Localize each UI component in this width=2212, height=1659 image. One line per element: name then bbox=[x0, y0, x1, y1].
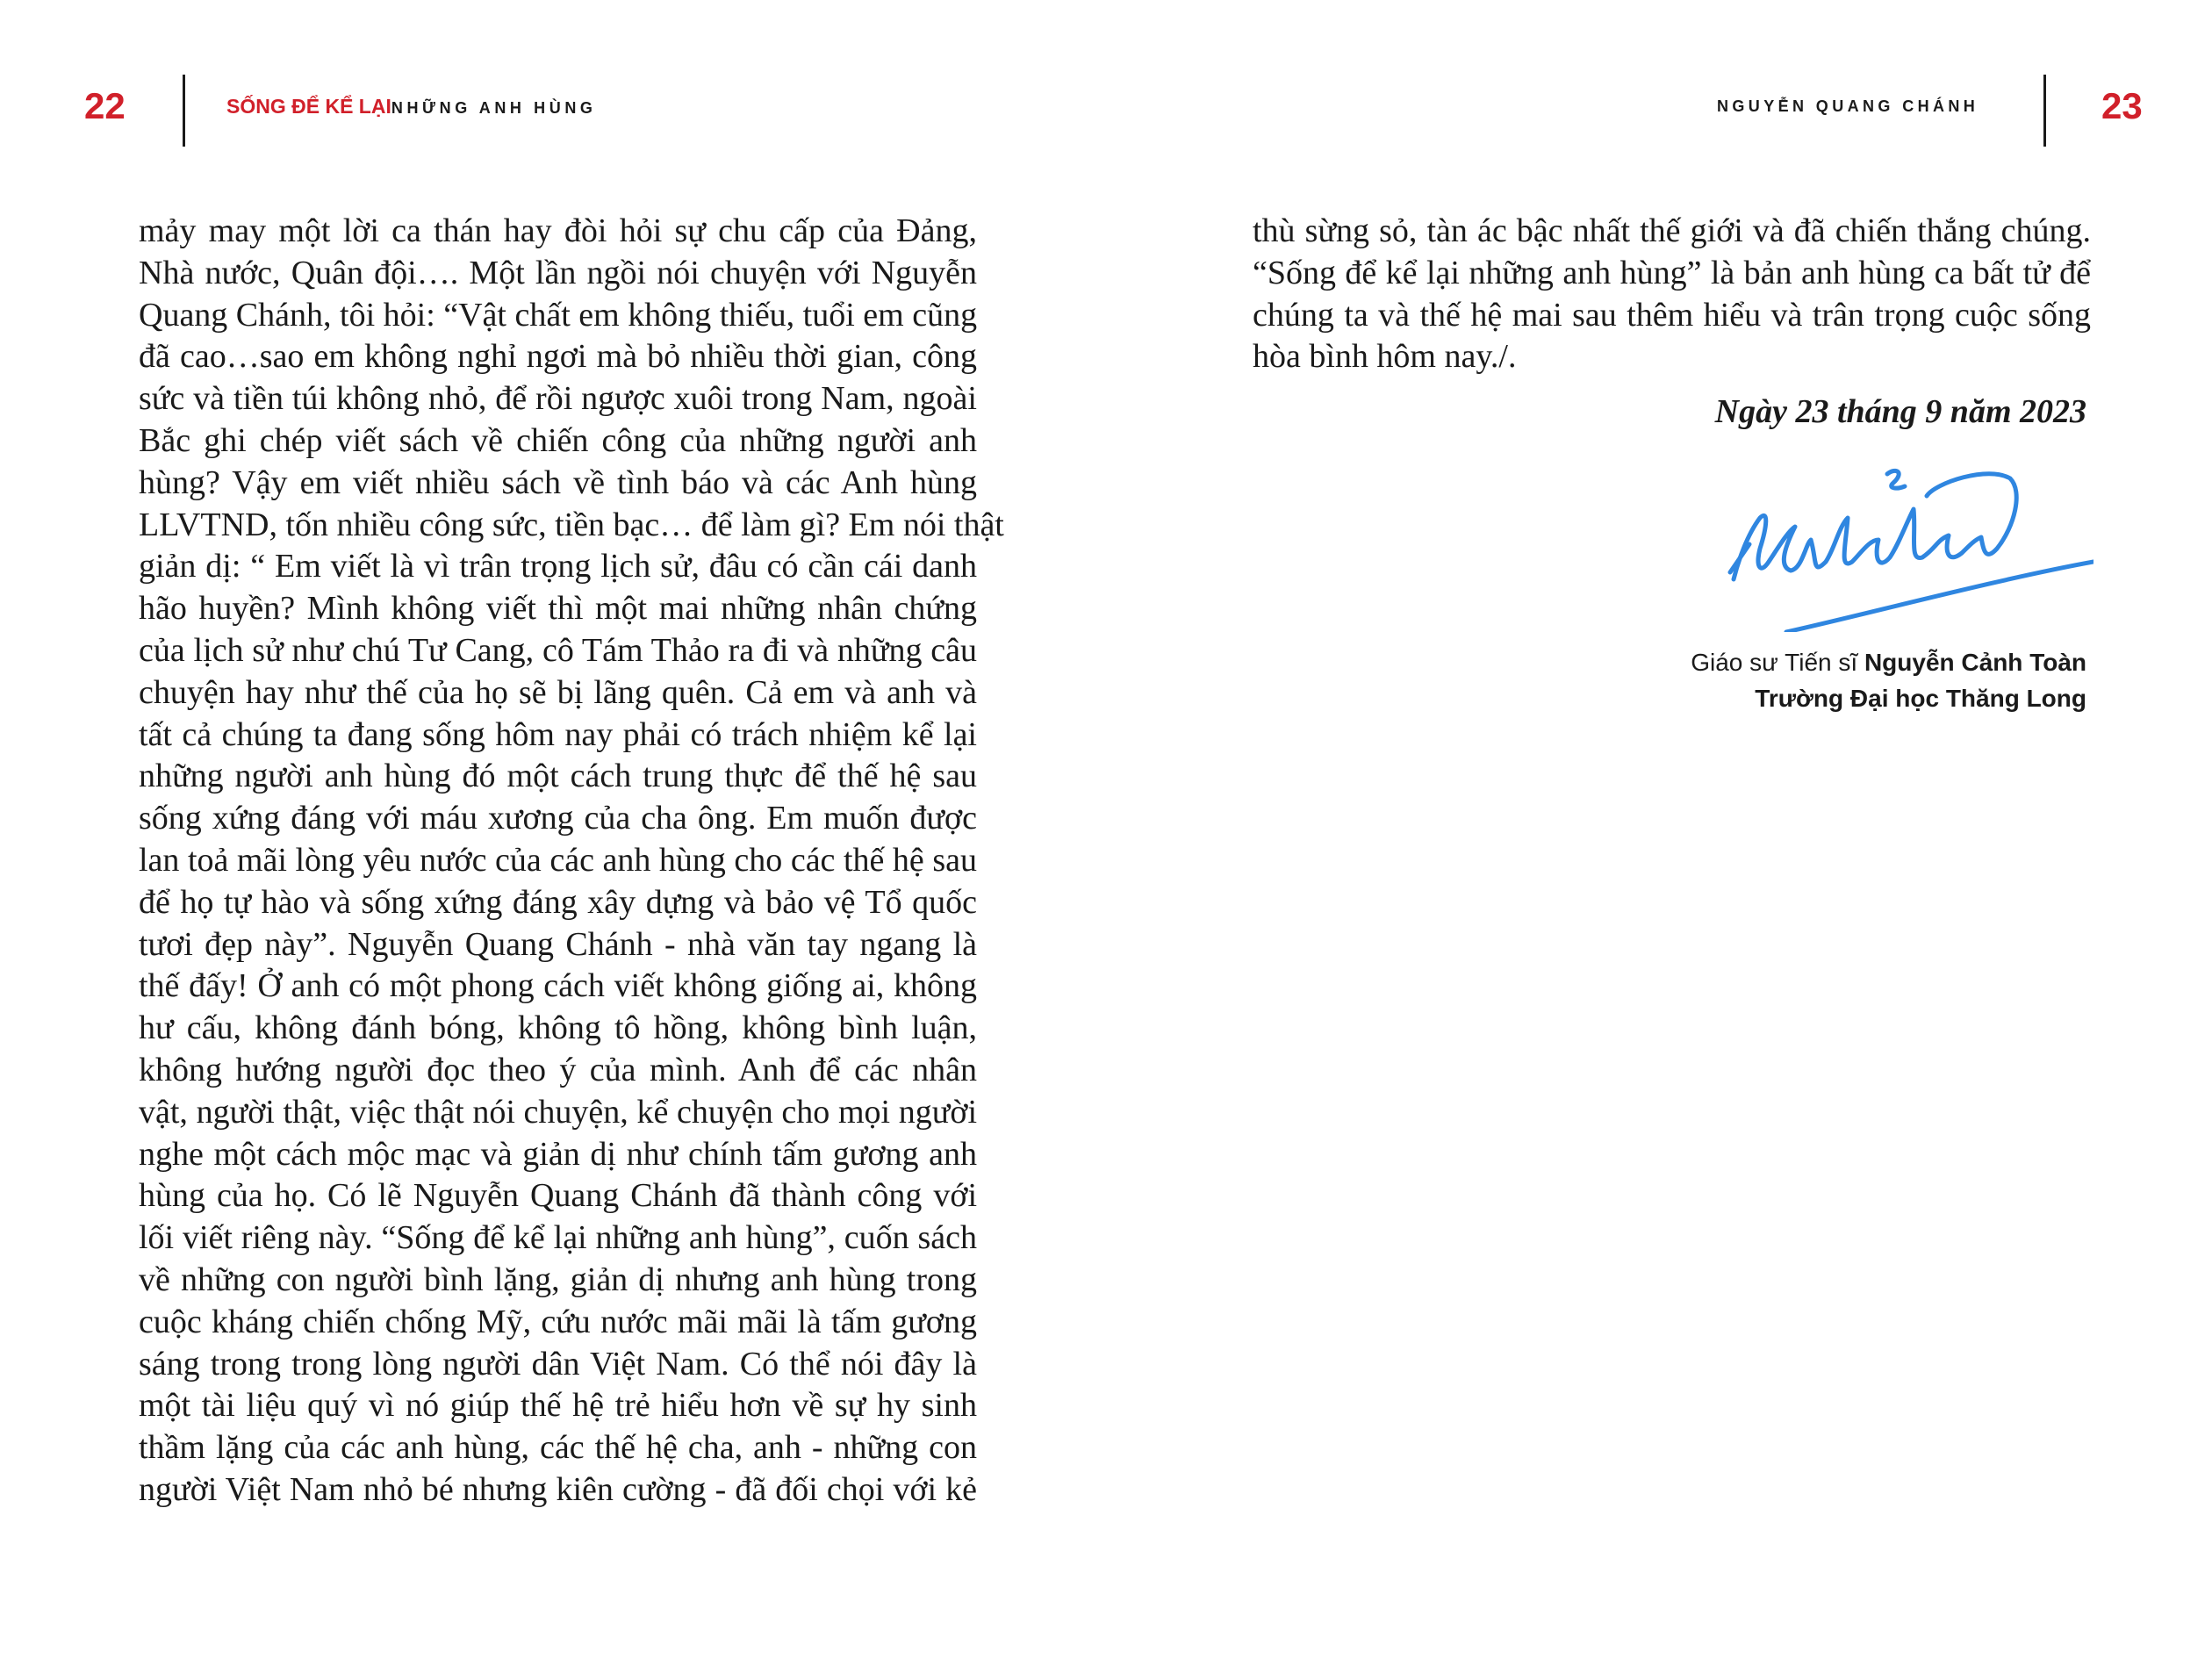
text-line: nghe một cách mộc mạc và giản dị như chính tấm gương anh bbox=[139, 1135, 977, 1173]
text-line: chuyện hay như thế của họ sẽ bị lãng quên. Cả em và anh và bbox=[139, 673, 977, 711]
signer-title: Giáo sư Tiến sĩ bbox=[1691, 649, 1858, 676]
signer-name: Nguyễn Cảnh Toàn bbox=[1864, 649, 2086, 676]
signer-block bbox=[1691, 644, 2086, 716]
text-line: của lịch sử như chú Tư Cang, cô Tám Thảo ra đi và những câu bbox=[139, 631, 977, 669]
text-line: để họ tự hào và sống xứng đáng xây dựng và bảo vệ Tổ quốc bbox=[139, 883, 977, 921]
book-title-red: SỐNG ĐỂ KỂ LẠI bbox=[226, 95, 391, 118]
header-divider-right bbox=[2043, 75, 2046, 147]
text-line: cuộc kháng chiến chống Mỹ, cứu nước mãi mãi là tấm gương bbox=[139, 1303, 977, 1340]
text-line: mảy may một lời ca thán hay đòi hỏi sự chu cấp của Đảng, bbox=[139, 212, 977, 249]
text-line: tất cả chúng ta đang sống hôm nay phải có trách nhiệm kể lại bbox=[139, 715, 977, 753]
text-line: hùng? Vậy em viết nhiều sách về tình báo và các Anh hùng bbox=[139, 463, 977, 501]
text-line: một tài liệu quý vì nó giúp thế hệ trẻ hiểu hơn về sự hy sinh bbox=[139, 1387, 977, 1425]
signer-line-1 bbox=[1691, 644, 2086, 680]
running-head-right: NGUYỄN QUANG CHÁNH bbox=[1717, 97, 1979, 115]
text-line: hùng của họ. Có lẽ Nguyễn Quang Chánh đã thành công với bbox=[139, 1177, 977, 1215]
text-line: tươi đẹp này”. Nguyễn Quang Chánh - nhà văn tay ngang là bbox=[139, 925, 977, 963]
signing-date: Ngày 23 tháng 9 năm 2023 bbox=[1714, 393, 2086, 430]
signer-org: Trường Đại học Thăng Long bbox=[1755, 685, 2086, 712]
text-line: hòa bình hôm nay./. bbox=[1253, 338, 1517, 376]
text-line: đã cao…sao em không nghỉ ngơi mà bỏ nhiều thời gian, công bbox=[139, 338, 977, 376]
text-line: thầm lặng của các anh hùng, các thế hệ cha, anh - những con bbox=[139, 1429, 977, 1467]
running-head-left bbox=[226, 97, 597, 117]
page-number-left: 22 bbox=[84, 85, 126, 126]
text-line: giản dị: “ Em viết là vì trân trọng lịch sử, đâu có cần cái danh bbox=[139, 548, 977, 585]
text-line: “Sống để kể lại những anh hùng” là bản anh hùng ca bất tử để bbox=[1253, 254, 2091, 291]
signature-image bbox=[1707, 456, 2094, 632]
signer-line-2 bbox=[1691, 680, 2086, 716]
text-line: những người anh hùng đó một cách trung thực để thế hệ sau bbox=[139, 758, 977, 795]
text-line: người Việt Nam nhỏ bé nhưng kiên cường - đã đối chọi với kẻ bbox=[139, 1470, 977, 1508]
text-line: hão huyền? Mình không viết thì một mai những nhân chứng bbox=[139, 590, 977, 628]
text-line: hư cấu, không đánh bóng, không tô hồng, không bình luận, bbox=[139, 1009, 977, 1047]
text-line: về những con người bình lặng, giản dị nhưng anh hùng trong bbox=[139, 1260, 977, 1298]
page-number-right: 23 bbox=[2101, 85, 2143, 126]
header-divider-left bbox=[183, 75, 185, 147]
text-line: không hướng người đọc theo ý của mình. Anh để các nhân bbox=[139, 1051, 977, 1088]
text-line: Nhà nước, Quân đội…. Một lần ngồi nói chuyện với Nguyễn bbox=[139, 254, 977, 291]
text-line: Bắc ghi chép viết sách về chiến công của những người anh bbox=[139, 421, 977, 459]
text-line: thế đấy! Ở anh có một phong cách viết không giống ai, không bbox=[139, 967, 977, 1005]
text-line: sống xứng đáng với máu xương của cha ông. Em muốn được bbox=[139, 800, 977, 837]
text-line: vật, người thật, việc thật nói chuyện, kể chuyện cho mọi người bbox=[139, 1093, 977, 1131]
text-line: sáng trong trong lòng người dân Việt Nam. Có thể nói đây là bbox=[139, 1345, 977, 1382]
text-line: lan toả mãi lòng yêu nước của các anh hùng cho các thế hệ sau bbox=[139, 841, 977, 879]
text-line: chúng ta và thế hệ mai sau thêm hiểu và trân trọng cuộc sống bbox=[1253, 296, 2091, 334]
text-line: sức và tiền túi không nhỏ, để rồi ngược xuôi trong Nam, ngoài bbox=[139, 380, 977, 418]
left-page-body bbox=[139, 211, 1004, 1512]
right-page-body bbox=[1253, 211, 2091, 378]
book-title-black: NHỮNG ANH HÙNG bbox=[391, 99, 597, 117]
text-line: lối viết riêng này. “Sống để kể lại những anh hùng”, cuốn sách bbox=[139, 1219, 977, 1257]
text-line: LLVTND, tốn nhiều công sức, tiền bạc… để làm gì? Em nói thật bbox=[139, 506, 1004, 543]
text-line: thù sừng sỏ, tàn ác bậc nhất thế giới và đã chiến thắng chúng. bbox=[1253, 212, 2091, 249]
text-line: Quang Chánh, tôi hỏi: “Vật chất em không thiếu, tuổi em cũng bbox=[139, 296, 978, 334]
